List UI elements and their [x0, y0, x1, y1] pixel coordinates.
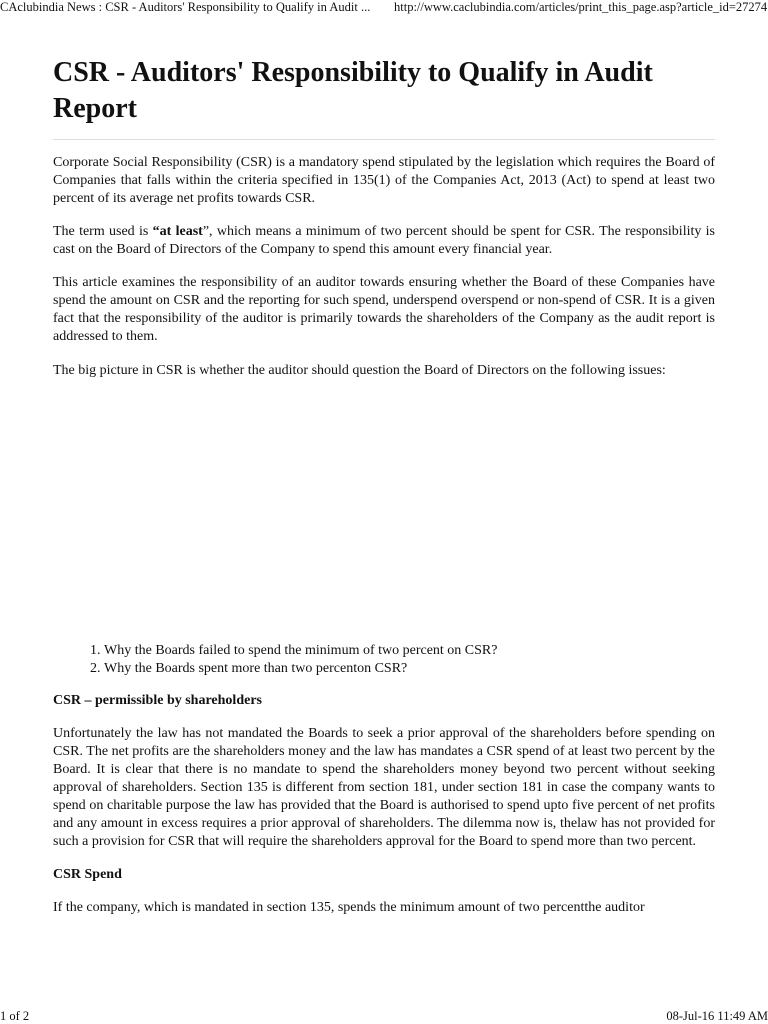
paragraph-big-picture: The big picture in CSR is whether the auditor should question the Board of Directors on the following issues: — [53, 363, 666, 378]
heading-permissible-by-shareholders: CSR – permissible by shareholders — [53, 693, 262, 708]
print-header — [0, 0, 768, 14]
article-title: CSR - Auditors' Responsibility to Qualify in Audit Report — [53, 57, 653, 124]
paragraph-csr-spend: If the company, which is mandated in section 135, spends the minimum amount of two percentthe auditor — [53, 900, 645, 915]
print-footer — [0, 1008, 768, 1024]
blank-image-area — [53, 380, 715, 642]
heading-csr-spend: CSR Spend — [53, 867, 122, 882]
issue-list — [53, 642, 715, 678]
print-header-title: CAclubindia News : CSR - Auditors' Responsibility to Qualify in Audit ... — [0, 0, 371, 14]
paragraph-at-least-rest: ”, which means a minimum of two percent should be spent for CSR. The responsibility is cast on the Board of Directors of the Company to spend this amount every financial year. — [53, 224, 715, 257]
paragraph-scope: This article examines the responsibility of an auditor towards ensuring whether the Board of these Companies have spend the amount on CSR and the reporting for such spend, underspend overspend or non-spend of CSR. It is a given fact that the responsibility of the auditor is primarily towards the shareholders of the Company as the audit report is addressed to them. — [53, 275, 715, 344]
emphasis-at-least: “at least — [152, 224, 203, 239]
print-timestamp: 08-Jul-16 11:49 AM — [666, 1009, 768, 1023]
article — [53, 55, 715, 917]
paragraph-intro: Corporate Social Responsibility (CSR) is a mandatory spend stipulated by the legislation which requires the Board of Companies that falls within the criteria specified in 135(1) of the Companies Act, 2013 (Act) to spend at least two percent of its average net profits towards CSR. — [53, 155, 715, 206]
print-header-url[interactable]: http://www.caclubindia.com/articles/print_this_page.asp?article_id=27274 — [394, 0, 768, 14]
list-item: 1. Why the Boards failed to spend the minimum of two percent on CSR? — [104, 642, 715, 660]
paragraph-shareholders: Unfortunately the law has not mandated the Boards to seek a prior approval of the shareholders before spending on CSR. The net profits are the shareholders money and the law has mandates a CSR spend of at least two percent by the Board. It is clear that there is no mandate to spend the shareholders money beyond two percent without seeking approval of shareholders. Section 135 is different from section 181, under section 181 in case the company wants to spend on charitable purpose the law has provided that the Board is authorised to spend upto five percent of net profits and any amount in excess requires a prior approval of shareholders. The dilemma now is, thelaw has not provided for such a provision for CSR that will require the shareholders approval for the Board to spend more than two percent. — [53, 726, 715, 849]
paragraph-at-least-lead: The term used is — [53, 224, 153, 239]
title-divider — [53, 139, 715, 140]
paragraph-at-least — [53, 223, 715, 259]
page-number: 1 of 2 — [0, 1009, 30, 1023]
list-item: 2. Why the Boards spent more than two percenton CSR? — [104, 660, 715, 678]
